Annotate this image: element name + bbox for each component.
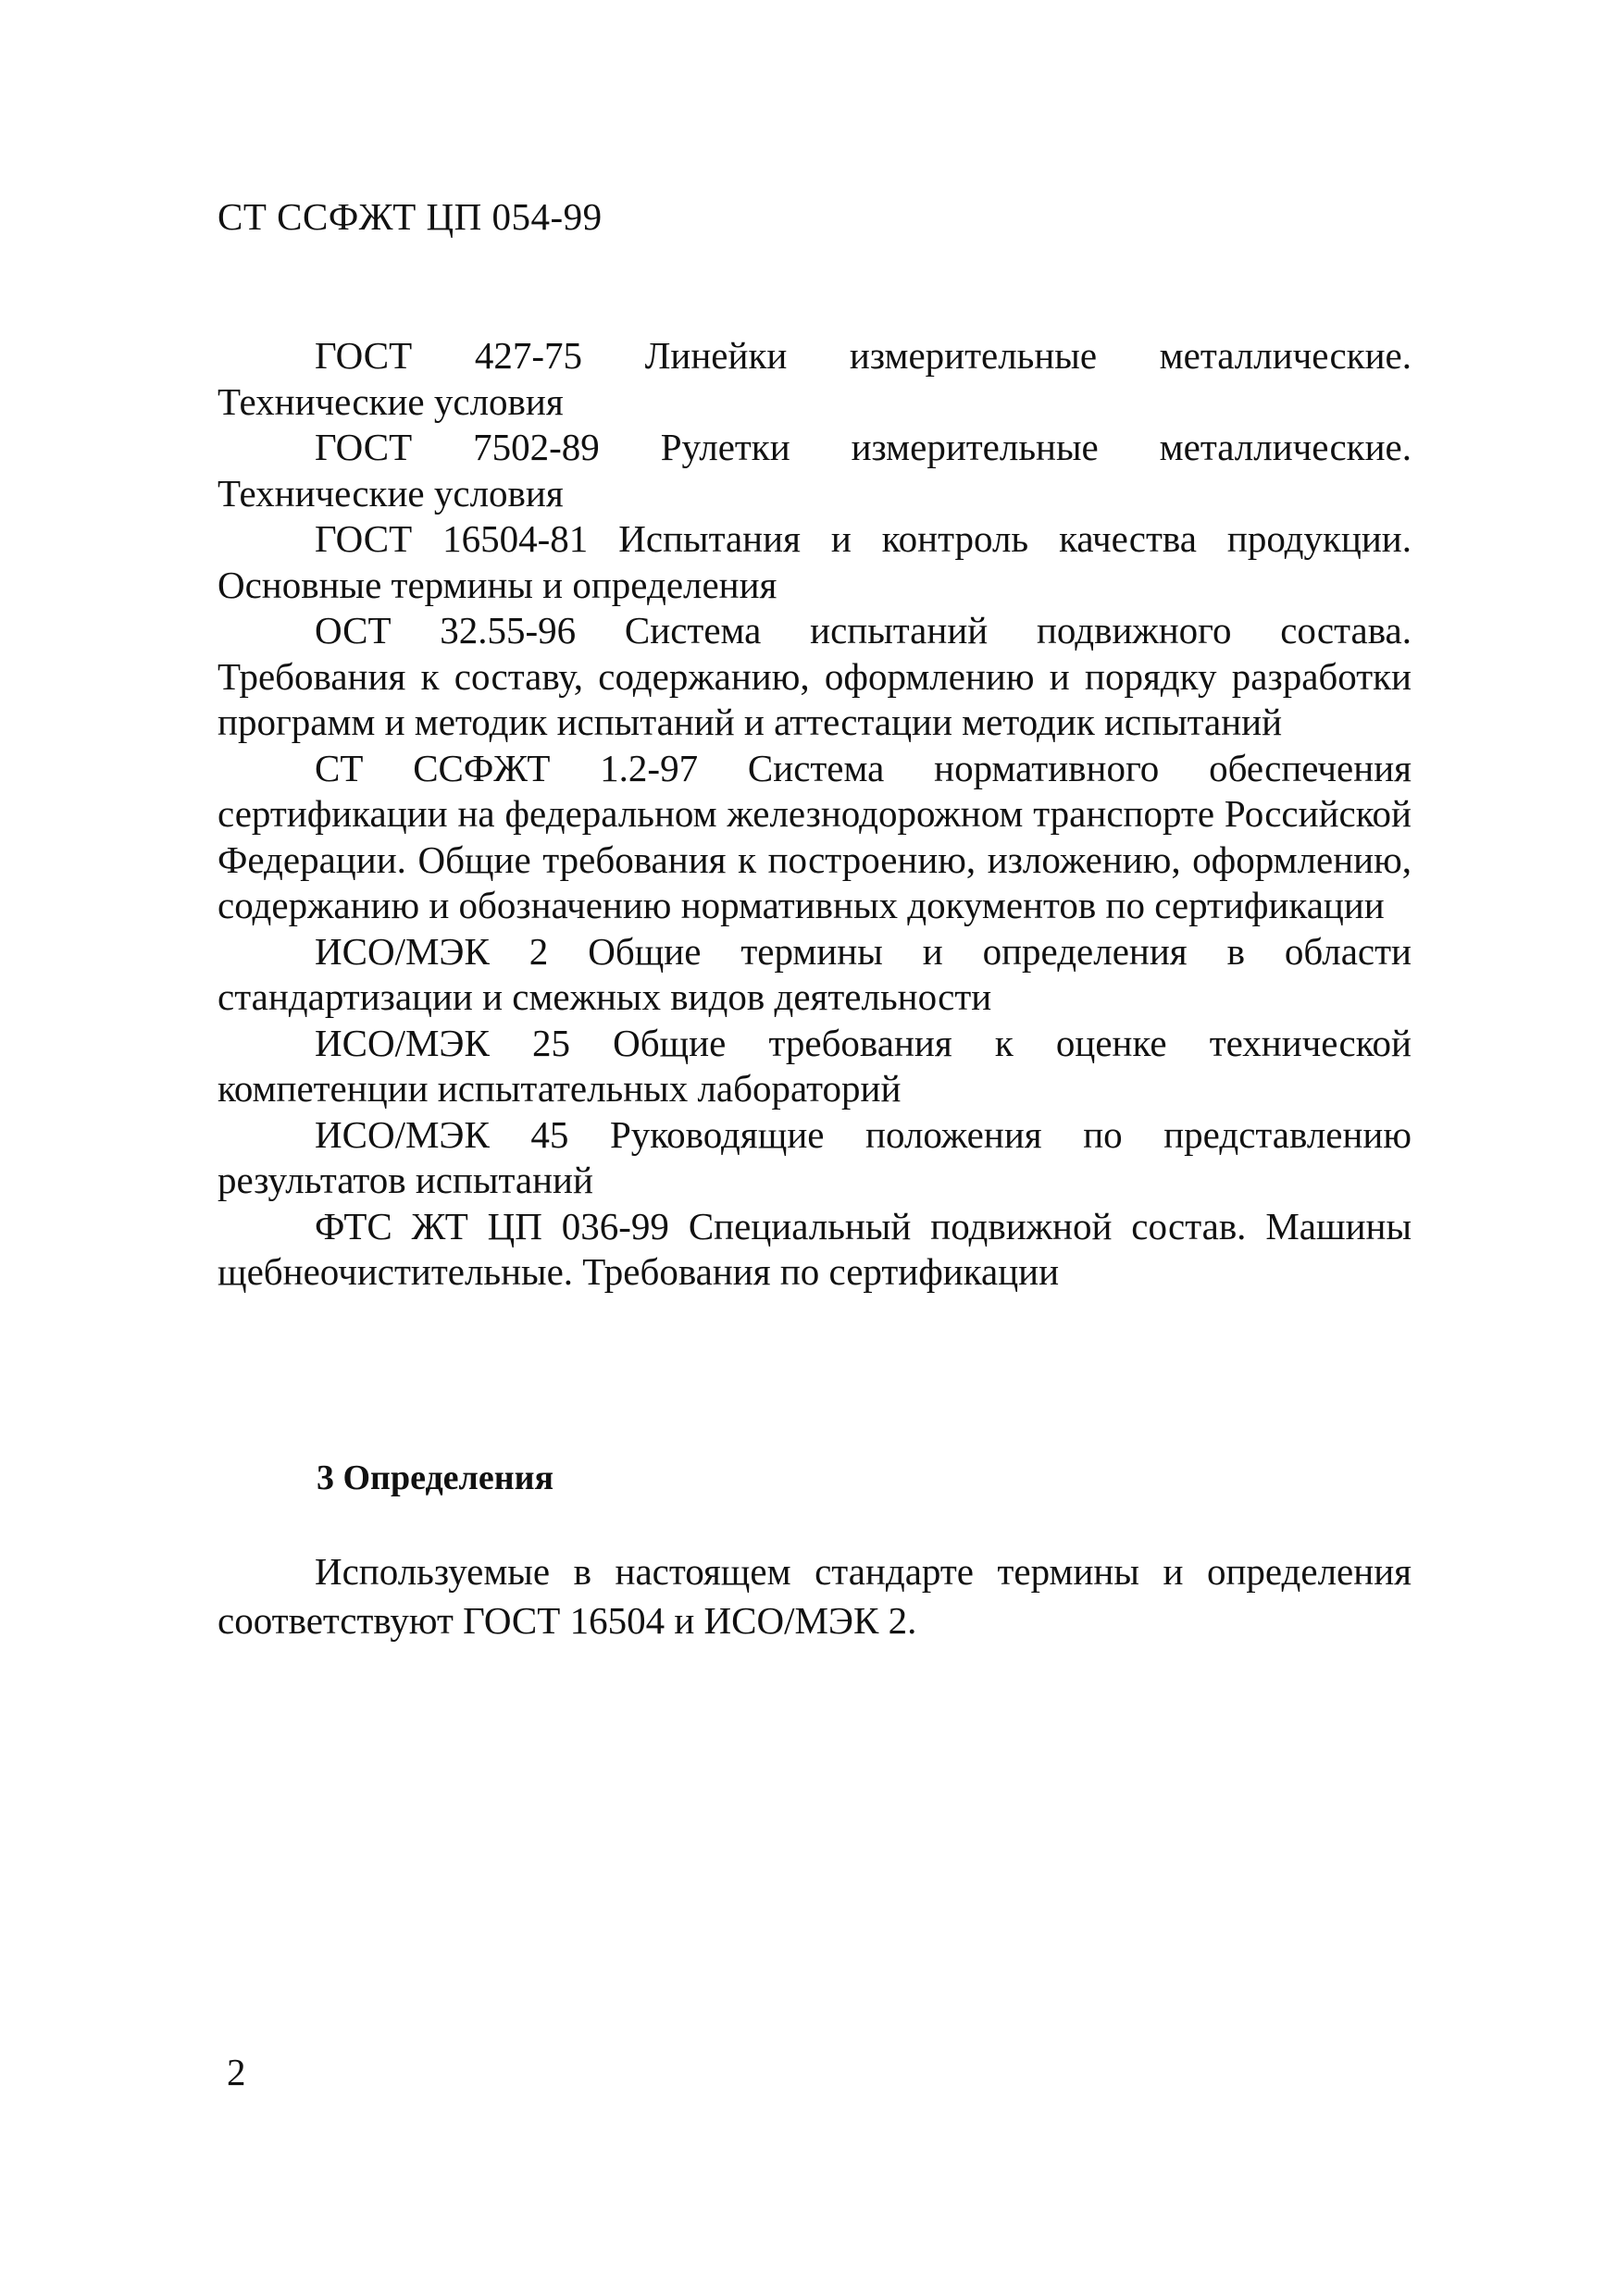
document-code: СТ ССФЖТ ЦП 054-99 [218,195,603,238]
reference-item: ГОСТ 16504-81 Испытания и контроль качества продукции. Основные термины и определения [218,517,1412,606]
section-paragraph: Используемые в настоящем стандарте термины и определения соответствуют ГОСТ 16504 и ИСО/МЭК 2. [218,1550,1412,1642]
reference-item: ИСО/МЭК 25 Общие требования к оценке технической компетенции испытательных лабораторий [218,1021,1412,1110]
page-number: 2 [227,2051,246,2093]
reference-item: ИСО/МЭК 45 Руководящие положения по представлению результатов испытаний [218,1112,1412,1201]
reference-item: ФТС ЖТ ЦП 036-99 Специальный подвижной состав. Машины щебнеочистительные. Требования по сертификации [218,1204,1412,1293]
reference-item: ИСО/МЭК 2 Общие термины и определения в области стандартизации и смежных видов деятельности [218,929,1412,1018]
reference-item: ГОСТ 7502-89 Рулетки измерительные металлические. Технические условия [218,426,1412,515]
reference-item: ГОСТ 427-75 Линейки измерительные металлические. Технические условия [218,334,1412,423]
reference-item: ОСТ 32.55-96 Система испытаний подвижного состава. Требования к составу, содержанию, оформлению и порядку разработки программ и методик испытаний и аттестации методик испытаний [218,609,1412,743]
reference-item: СТ ССФЖТ 1.2-97 Система нормативного обеспечения сертификации на федеральном железнодорожном транспорте Российской Федерации. Общие требования к построению, изложению, оформлению, содержанию и обозначению нормативных документов по сертификации [218,746,1412,926]
normative-references-list [218,333,1412,1296]
section-heading: 3 Определения [317,1458,554,1497]
